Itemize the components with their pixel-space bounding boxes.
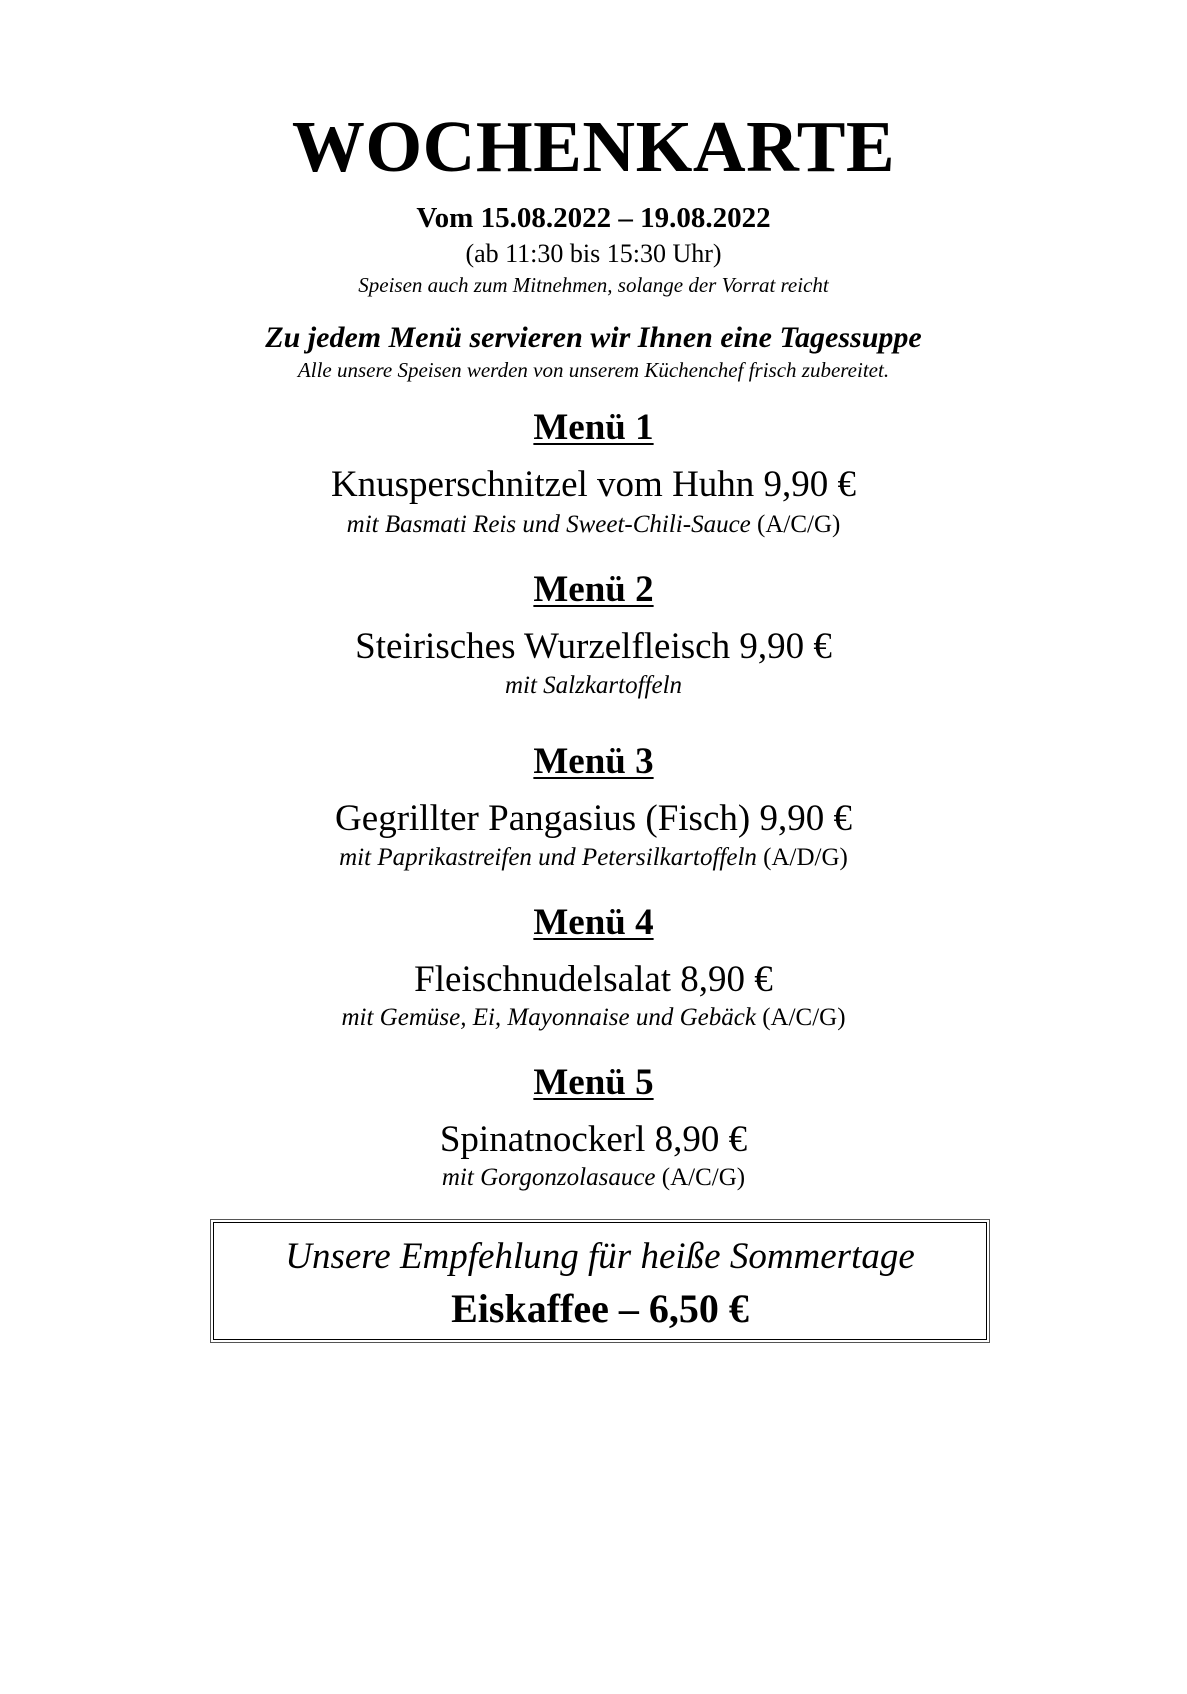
date-range: Vom 15.08.2022 – 19.08.2022 bbox=[416, 202, 771, 234]
menu-side-text: mit Gemüse, Ei, Mayonnaise und Gebäck bbox=[341, 1004, 756, 1031]
menu-heading: Menü 4 bbox=[533, 902, 654, 943]
menu-dish: Steirisches Wurzelfleisch 9,90 € bbox=[355, 626, 832, 667]
recommendation-box bbox=[210, 1219, 990, 1343]
menu-side-text: mit Basmati Reis und Sweet-Chili-Sauce bbox=[346, 511, 751, 538]
menu-side bbox=[0, 671, 1187, 701]
menu-side-text: mit Salzkartoffeln bbox=[504, 672, 683, 699]
soup-note: Zu jedem Menü servieren wir Ihnen eine Tagessuppe bbox=[265, 321, 922, 354]
menu-allergens: (A/C/G) bbox=[661, 1164, 746, 1191]
menu-side bbox=[0, 510, 1187, 540]
menu-side-text: mit Paprikastreifen und Petersilkartoffeln bbox=[339, 844, 757, 871]
menu-allergens: (A/D/G) bbox=[763, 844, 848, 871]
page-title: WOCHENKARTE bbox=[291, 106, 896, 187]
takeaway-note: Speisen auch zum Mitnehmen, solange der Vorrat reicht bbox=[358, 273, 829, 297]
chef-note: Alle unsere Speisen werden von unserem Küchenchef frisch zubereitet. bbox=[297, 358, 890, 382]
menu-allergens: (A/C/G) bbox=[762, 1004, 846, 1031]
menu-side-text: mit Gorgonzolasauce bbox=[441, 1164, 656, 1191]
menu-dish: Spinatnockerl 8,90 € bbox=[439, 1119, 748, 1160]
menu-heading: Menü 5 bbox=[533, 1062, 654, 1103]
menu-dish: Fleischnudelsalat 8,90 € bbox=[414, 959, 773, 1000]
menu-dish: Knusperschnitzel vom Huhn 9,90 € bbox=[330, 464, 857, 505]
menu-heading: Menü 2 bbox=[533, 569, 654, 610]
menu-side bbox=[0, 1163, 1187, 1193]
menu-heading: Menü 3 bbox=[533, 741, 654, 782]
menu-side bbox=[0, 1003, 1187, 1033]
menu-dish: Gegrillter Pangasius (Fisch) 9,90 € bbox=[335, 798, 852, 839]
menu-side bbox=[0, 843, 1187, 873]
recommendation-item: Eiskaffee – 6,50 € bbox=[451, 1286, 749, 1331]
menu-allergens: (A/C/G) bbox=[757, 511, 841, 538]
recommendation-tagline: Unsere Empfehlung für heiße Sommertage bbox=[285, 1236, 915, 1277]
menu-heading: Menü 1 bbox=[533, 407, 654, 448]
opening-hours: (ab 11:30 bis 15:30 Uhr) bbox=[465, 239, 722, 268]
